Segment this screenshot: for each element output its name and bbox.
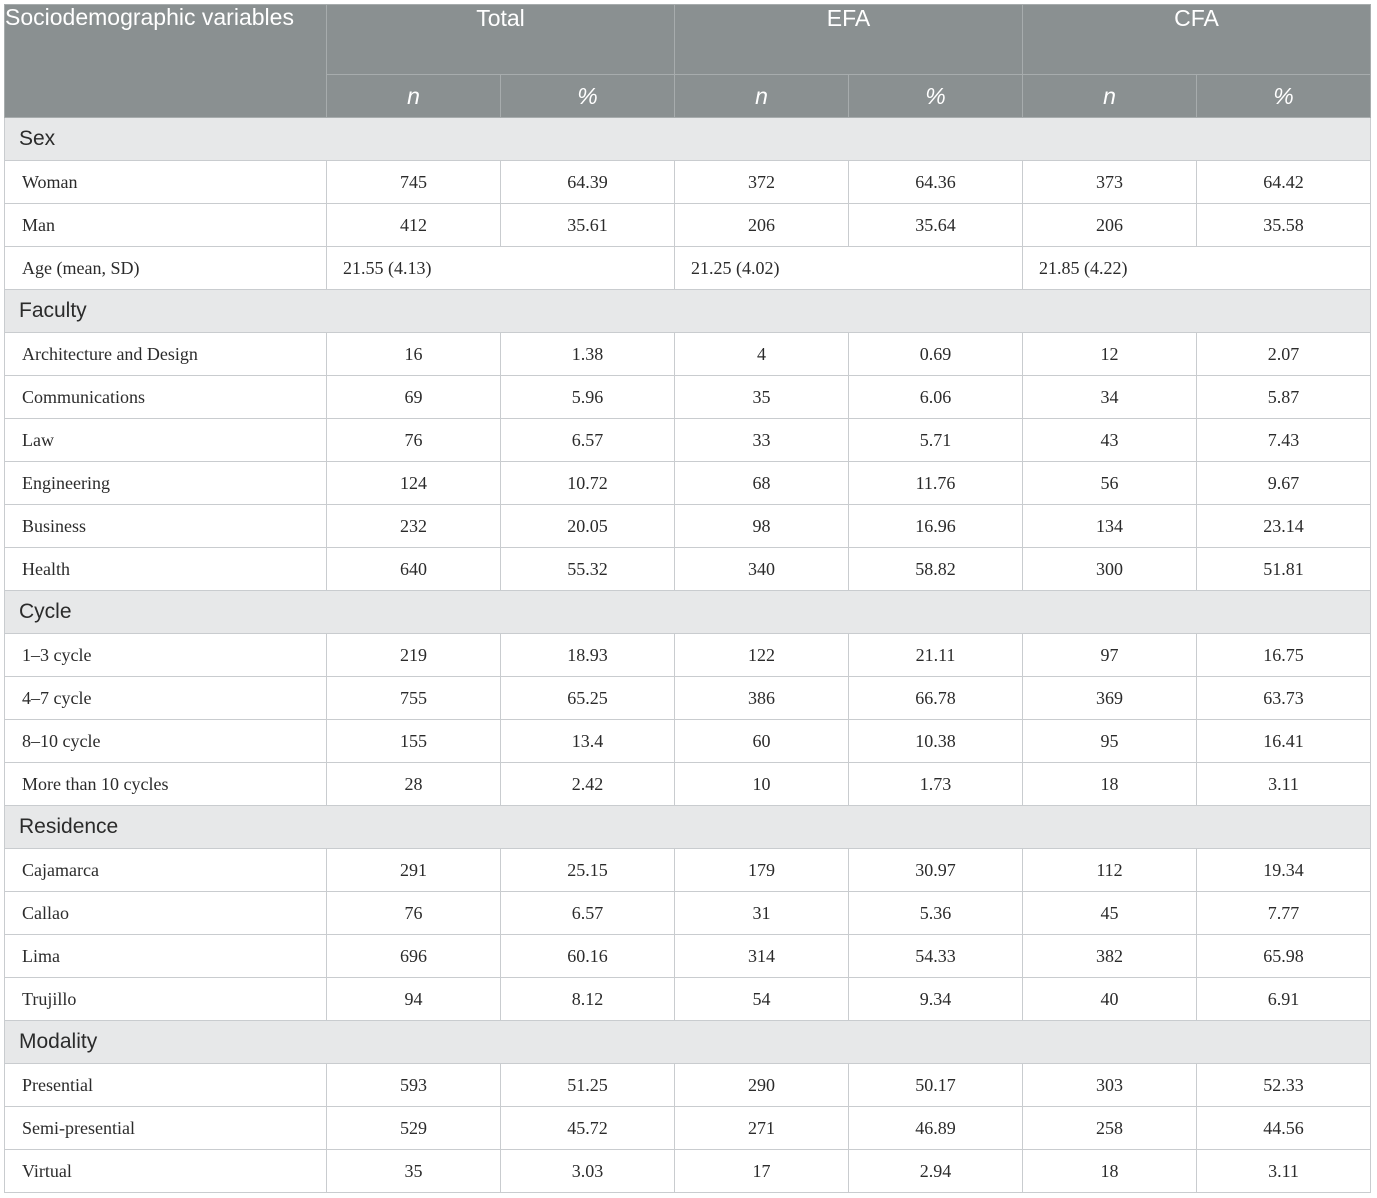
cell-cfa-n: 134 [1023, 505, 1197, 548]
cell-total-n: 16 [327, 333, 501, 376]
cell-efa-n: 33 [675, 419, 849, 462]
table-row [5, 505, 1371, 548]
cell-total-n: 529 [327, 1107, 501, 1150]
section-title: Residence [5, 806, 1371, 849]
cell-efa-n: 54 [675, 978, 849, 1021]
table-row [5, 849, 1371, 892]
row-label: 1–3 cycle [5, 634, 327, 677]
cell-cfa-n: 34 [1023, 376, 1197, 419]
row-label: Man [5, 204, 327, 247]
cell-cfa-pct: 16.75 [1197, 634, 1371, 677]
cell-cfa-pct: 44.56 [1197, 1107, 1371, 1150]
header-efa-pct: % [849, 75, 1023, 118]
cell-efa-n: 122 [675, 634, 849, 677]
cell-total-pct: 64.39 [501, 161, 675, 204]
cell-efa-n: 271 [675, 1107, 849, 1150]
cell-total-n: 593 [327, 1064, 501, 1107]
cell-cfa-n: 369 [1023, 677, 1197, 720]
row-label: Age (mean, SD) [5, 247, 327, 290]
cell-efa-pct: 30.97 [849, 849, 1023, 892]
header-cfa: CFA [1023, 5, 1371, 75]
header-variables: Sociodemographic variables [5, 5, 327, 118]
header-efa: EFA [675, 5, 1023, 75]
table-row [5, 935, 1371, 978]
cell-total-pct: 6.57 [501, 419, 675, 462]
row-label: Cajamarca [5, 849, 327, 892]
cell-total-pct: 45.72 [501, 1107, 675, 1150]
cell-cfa-n: 45 [1023, 892, 1197, 935]
cell-cfa-pct: 51.81 [1197, 548, 1371, 591]
cell-efa-pct: 11.76 [849, 462, 1023, 505]
cell-total-pct: 25.15 [501, 849, 675, 892]
row-label: Semi-presential [5, 1107, 327, 1150]
table-row [5, 548, 1371, 591]
cell-total-pct: 51.25 [501, 1064, 675, 1107]
row-label: 4–7 cycle [5, 677, 327, 720]
cell-cfa-n: 112 [1023, 849, 1197, 892]
section-row-sex [5, 118, 1371, 161]
cell-cfa-n: 300 [1023, 548, 1197, 591]
row-label: Health [5, 548, 327, 591]
cell-efa-n: 60 [675, 720, 849, 763]
table-row [5, 462, 1371, 505]
cell-efa-pct: 16.96 [849, 505, 1023, 548]
cell-total-n: 232 [327, 505, 501, 548]
cell-efa-n: 17 [675, 1150, 849, 1193]
section-title: Faculty [5, 290, 1371, 333]
cell-efa-pct: 5.71 [849, 419, 1023, 462]
section-row-residence [5, 806, 1371, 849]
cell-total-pct: 10.72 [501, 462, 675, 505]
cell-efa-n: 4 [675, 333, 849, 376]
cell-total-pct: 55.32 [501, 548, 675, 591]
cell-efa-n: 10 [675, 763, 849, 806]
cell-efa-pct: 1.73 [849, 763, 1023, 806]
cell-total-n: 745 [327, 161, 501, 204]
cell-cfa-pct: 7.43 [1197, 419, 1371, 462]
cell-efa-pct: 58.82 [849, 548, 1023, 591]
section-title: Modality [5, 1021, 1371, 1064]
cell-efa-n: 314 [675, 935, 849, 978]
table-row [5, 161, 1371, 204]
table-row [5, 634, 1371, 677]
cell-total-n: 219 [327, 634, 501, 677]
section-title: Sex [5, 118, 1371, 161]
table-row [5, 978, 1371, 1021]
header-total-n: n [327, 75, 501, 118]
sociodemographic-table [4, 4, 1371, 1193]
cell-cfa-n: 258 [1023, 1107, 1197, 1150]
cell-cfa-n: 12 [1023, 333, 1197, 376]
table-row [5, 892, 1371, 935]
cell-cfa-n: 303 [1023, 1064, 1197, 1107]
cell-total-pct: 5.96 [501, 376, 675, 419]
cell-cfa-pct: 16.41 [1197, 720, 1371, 763]
table-row [5, 419, 1371, 462]
row-label: Communications [5, 376, 327, 419]
table-header [5, 5, 1371, 118]
cell-efa-pct: 21.11 [849, 634, 1023, 677]
cell-efa-pct: 10.38 [849, 720, 1023, 763]
cell-efa-pct: 9.34 [849, 978, 1023, 1021]
cell-total-pct: 13.4 [501, 720, 675, 763]
cell-cfa-n: 18 [1023, 763, 1197, 806]
section-row-faculty [5, 290, 1371, 333]
cell-total-n: 28 [327, 763, 501, 806]
cell-efa-pct: 54.33 [849, 935, 1023, 978]
cell-total-n: 69 [327, 376, 501, 419]
table-row [5, 677, 1371, 720]
cell-cfa-pct: 3.11 [1197, 1150, 1371, 1193]
table-row [5, 1107, 1371, 1150]
cell-total-n: 94 [327, 978, 501, 1021]
cell-total-n: 640 [327, 548, 501, 591]
cell-cfa-n: 97 [1023, 634, 1197, 677]
cell-total-n: 76 [327, 419, 501, 462]
cell-cfa-pct: 64.42 [1197, 161, 1371, 204]
cell-efa-pct: 0.69 [849, 333, 1023, 376]
row-label: Presential [5, 1064, 327, 1107]
table-row [5, 763, 1371, 806]
cell-efa-n: 206 [675, 204, 849, 247]
cell-total-pct: 8.12 [501, 978, 675, 1021]
cell-total-pct: 6.57 [501, 892, 675, 935]
cell-cfa-pct: 23.14 [1197, 505, 1371, 548]
section-row-modality [5, 1021, 1371, 1064]
row-label: Business [5, 505, 327, 548]
cell-cfa-n: 206 [1023, 204, 1197, 247]
cell-cfa-pct: 52.33 [1197, 1064, 1371, 1107]
cell-efa-pct: 2.94 [849, 1150, 1023, 1193]
cell-cfa-n: 95 [1023, 720, 1197, 763]
row-label: Lima [5, 935, 327, 978]
cell-cfa-pct: 3.11 [1197, 763, 1371, 806]
cell-efa-n: 179 [675, 849, 849, 892]
table-container [4, 4, 1371, 1193]
row-label: More than 10 cycles [5, 763, 327, 806]
cell-efa-pct: 35.64 [849, 204, 1023, 247]
cell-efa-pct: 46.89 [849, 1107, 1023, 1150]
row-label: Woman [5, 161, 327, 204]
cell-efa-pct: 6.06 [849, 376, 1023, 419]
header-efa-n: n [675, 75, 849, 118]
cell-cfa-age: 21.85 (4.22) [1023, 247, 1371, 290]
header-total: Total [327, 5, 675, 75]
cell-total-n: 35 [327, 1150, 501, 1193]
cell-total-pct: 65.25 [501, 677, 675, 720]
cell-total-n: 412 [327, 204, 501, 247]
row-label: Virtual [5, 1150, 327, 1193]
cell-efa-n: 31 [675, 892, 849, 935]
cell-total-pct: 35.61 [501, 204, 675, 247]
row-label: Engineering [5, 462, 327, 505]
table-row [5, 1064, 1371, 1107]
cell-cfa-pct: 9.67 [1197, 462, 1371, 505]
cell-total-n: 755 [327, 677, 501, 720]
row-label: Callao [5, 892, 327, 935]
cell-total-pct: 20.05 [501, 505, 675, 548]
cell-cfa-n: 382 [1023, 935, 1197, 978]
section-title: Cycle [5, 591, 1371, 634]
cell-cfa-pct: 5.87 [1197, 376, 1371, 419]
cell-cfa-n: 56 [1023, 462, 1197, 505]
table-row-age [5, 247, 1371, 290]
cell-cfa-n: 43 [1023, 419, 1197, 462]
cell-cfa-pct: 63.73 [1197, 677, 1371, 720]
cell-cfa-pct: 6.91 [1197, 978, 1371, 1021]
cell-total-pct: 1.38 [501, 333, 675, 376]
cell-efa-pct: 64.36 [849, 161, 1023, 204]
header-cfa-n: n [1023, 75, 1197, 118]
cell-total-n: 155 [327, 720, 501, 763]
cell-cfa-pct: 7.77 [1197, 892, 1371, 935]
table-row [5, 720, 1371, 763]
cell-efa-n: 98 [675, 505, 849, 548]
table-row [5, 333, 1371, 376]
cell-cfa-pct: 35.58 [1197, 204, 1371, 247]
cell-total-pct: 18.93 [501, 634, 675, 677]
cell-efa-pct: 66.78 [849, 677, 1023, 720]
cell-efa-n: 68 [675, 462, 849, 505]
cell-efa-pct: 5.36 [849, 892, 1023, 935]
cell-total-n: 124 [327, 462, 501, 505]
table-body [5, 118, 1371, 1193]
cell-efa-n: 372 [675, 161, 849, 204]
row-label: Architecture and Design [5, 333, 327, 376]
cell-cfa-n: 40 [1023, 978, 1197, 1021]
header-cfa-pct: % [1197, 75, 1371, 118]
cell-efa-n: 290 [675, 1064, 849, 1107]
cell-total-n: 291 [327, 849, 501, 892]
cell-cfa-n: 18 [1023, 1150, 1197, 1193]
table-row [5, 376, 1371, 419]
cell-total-n: 696 [327, 935, 501, 978]
row-label: Trujillo [5, 978, 327, 1021]
cell-cfa-pct: 2.07 [1197, 333, 1371, 376]
cell-cfa-pct: 19.34 [1197, 849, 1371, 892]
cell-efa-age: 21.25 (4.02) [675, 247, 1023, 290]
cell-cfa-n: 373 [1023, 161, 1197, 204]
table-row [5, 1150, 1371, 1193]
section-row-cycle [5, 591, 1371, 634]
table-row [5, 204, 1371, 247]
header-total-pct: % [501, 75, 675, 118]
cell-efa-n: 386 [675, 677, 849, 720]
cell-total-age: 21.55 (4.13) [327, 247, 675, 290]
cell-efa-pct: 50.17 [849, 1064, 1023, 1107]
row-label: 8–10 cycle [5, 720, 327, 763]
cell-total-pct: 2.42 [501, 763, 675, 806]
cell-efa-n: 35 [675, 376, 849, 419]
cell-cfa-pct: 65.98 [1197, 935, 1371, 978]
cell-total-n: 76 [327, 892, 501, 935]
row-label: Law [5, 419, 327, 462]
cell-total-pct: 3.03 [501, 1150, 675, 1193]
cell-efa-n: 340 [675, 548, 849, 591]
cell-total-pct: 60.16 [501, 935, 675, 978]
